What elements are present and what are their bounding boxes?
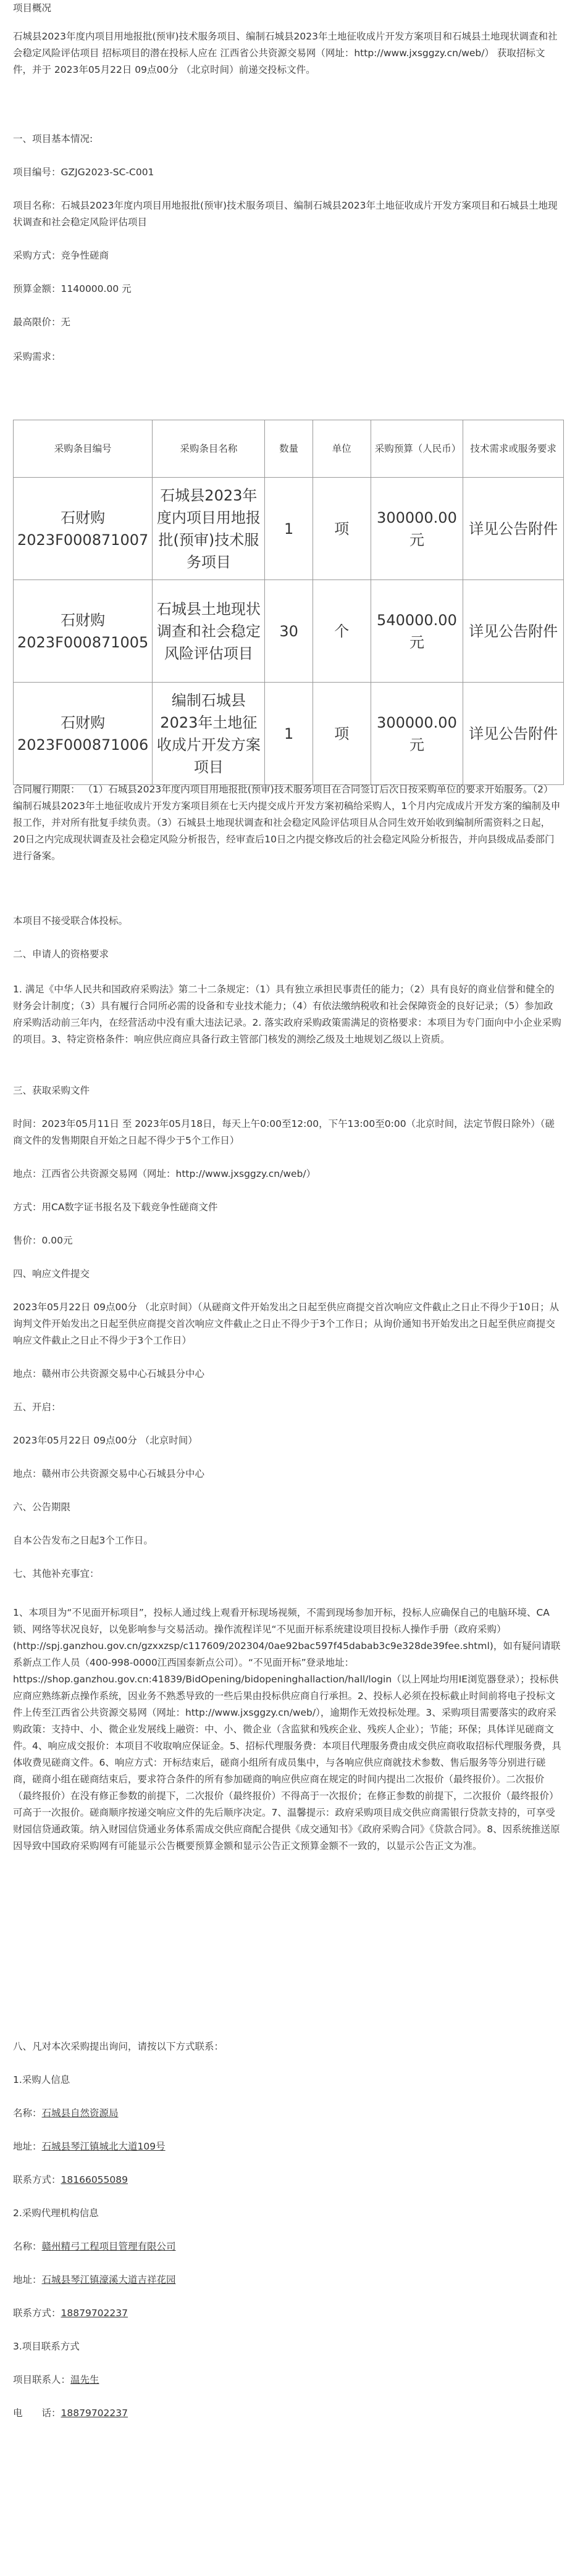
agent-phone-line xyxy=(13,2305,562,2322)
cell-unit: 项 xyxy=(313,478,371,580)
agent-address-line xyxy=(13,2272,562,2288)
contact-phone-label: 电 话： xyxy=(13,2408,61,2419)
announcement-period: 自本公告发布之日起3个工作日。 xyxy=(13,1535,153,1546)
contract-period: 合同履行期限： （1）石城县2023年度内项目用地报批(预审)技术服务项目在合同签订后次日按采购单位的要求开始服务。（2）编制石城县2023年土地征收成片开发方案项目须在七天内提交成片开发方案初稿给采购人，1个月内完成成片开发方案的编制及申报工作，并对所有批复手续负责。（3）石城县土地现状调查和社会稳定风险评估项目从合同生效开始收到编制所需资料之日起，20日之内完成现状调查及社会稳定风险分析报告，经审查后10日之内提交修改后的社会稳定风险分析报告，并向县级成品委部门进行备案。 xyxy=(13,784,561,862)
opening-place: 地点：赣州市公共资源交易中心石城县分中心 xyxy=(13,1468,205,1479)
supplementary-notes: 1、本项目为“不见面开标项目”，投标人通过线上观看开标现场视频，不需到现场参加开标，投标人应确保自己的电脑环境、CA锁、网络等状况良好，以免影响参与交易活动。操作流程详见“不见面开标系统建设项目投标人操作手册（政府采购）(http://spj.ganzhou.gov.cn/gzxxzsp/c117609/202304/0ae92bac597f45dabab3c9e328de39fee.shtml)，如有疑问请联系新点工作人员（400-998-0000江西国泰新点公司）。“不见面开标”登录地址：https://shop.ganzhou.gov.cn:41839/BidOpening/bidopeninghallaction/hall/login（以上网址均用IE浏览器登录）；投标供应商应熟练新点操作系统，因业务不熟悉导致的一些后果由投标供应商自行承担。2、投标人必须在投标截止时间前将电子投标文件上传至江西省公共资源交易网（网址：http://www.jxsggzy.cn/web/），逾期作无效投标处理。3、采购项目需要落实的政府采购政策：支持中、小、微企业发展线上融资：中、小、微企业（含监狱和残疾企业、残疾人企业）；节能；环保；具体详见磋商文件。4、响应成交报价：本项目不收取响应保证金。5、招标代理服务费：本项目代理服务费由成交供应商收取招标代理服务费，具体收费见磋商文件。6、响应方式：开标结束后，磋商小组所有成员集中，与各响应供应商就技术参数、售后服务等分别进行磋商，磋商小组在磋商结束后，要求符合条件的所有参加磋商的响应供应商在规定的时间内提出二次报价（最终报价）。二次报价（最终报价）在没有修正参数的前提下，二次报价（最终报价）不得高于一次报价；在修正参数的前提下，二次报价（最终报价）可高于一次报价。磋商顺序按递交响应文件的先后顺序决定。7、温馨提示：政府采购项目成交供应商需银行贷款支持的，可享受财园信贷通政策。纳入财园信贷通业务体系需成交供应商配合提供《成交通知书》《政府采购合同》《贷款合同》。8、因系统推送原因导致中国政府采购网有可能显示公告概要预算金额和显示公告正文预算金额不一致的，以显示公告正文为准。 xyxy=(13,1607,561,1851)
buyer-phone-line xyxy=(13,2172,562,2188)
section2-body: 1. 满足《中华人民共和国政府采购法》第二十二条规定：（1）具有独立承担民事责任的能力；（2）具有良好的商业信誉和健全的财务会计制度；（3）具有履行合同所必需的设备和专业技术能力；（4）有依法缴纳税收和社会保障资金的良好记录；（5）参加政府采购活动前三年内，在经营活动中没有重大违法记录。2. 落实政府采购政策需满足的资格要求：本项目为专门面向中小企业采购的项目。3、特定资格条件：响应供应商应具备行政主管部门核发的测绘乙级及土地规划乙级以上资质。 xyxy=(13,984,561,1045)
table-row xyxy=(14,683,564,785)
acquire-way: 方式：用CA数字证书报名及下载竞争性磋商文件 xyxy=(13,1202,218,1213)
opening-time: 2023年05月22日 09点00分 （北京时间） xyxy=(13,1435,198,1446)
cell-code: 石财购2023F000871007 xyxy=(14,478,153,580)
section6-heading: 六、公告期限 xyxy=(13,1502,71,1513)
requirements-title: 采购需求： xyxy=(13,351,61,362)
buyer-address-line xyxy=(13,2138,562,2155)
cell-requirement: 详见公告附件 xyxy=(463,478,564,580)
table-row xyxy=(14,580,564,683)
acquire-time: 时间：2023年05月11日 至 2023年05月18日，每天上午0:00至12:00，下午13:00至0:00（北京时间，法定节假日除外）（磋商文件的发售期限自开始之日起不得少于5个工作日） xyxy=(13,1118,555,1146)
cell-qty: 1 xyxy=(265,683,313,785)
section1-heading: 一、项目基本情况: xyxy=(13,133,93,144)
contact-person-line xyxy=(13,2372,562,2388)
table-header-row xyxy=(14,420,564,478)
max-price: 最高限价：无 xyxy=(13,317,71,328)
agent-phone: 18879702237 xyxy=(61,2308,128,2319)
buyer-name-label: 名称： xyxy=(13,2108,42,2119)
no-consortium: 本项目不接受联合体投标。 xyxy=(13,915,128,926)
overview-body: 石城县2023年度内项目用地报批(预审)技术服务项目、编制石城县2023年土地征收成片开发方案项目和石城县土地现状调查和社会稳定风险评估项目 招标项目的潜在投标人应在 江西省公共资源交易网（网址：http://www.jxsggzy.cn/web/） 获取招标文件，并于 2023年05月22日 09点00分 （北京时间）前递交投标文件。 xyxy=(13,31,558,75)
cell-unit: 项 xyxy=(313,683,371,785)
buyer-name-line xyxy=(13,2105,562,2122)
requirements-table xyxy=(13,420,564,785)
buyer-address: 石城县琴江镇城北大道109号 xyxy=(41,2141,166,2152)
contact-phone: 18879702237 xyxy=(61,2408,128,2419)
buyer-address-label: 地址： xyxy=(13,2141,42,2152)
cell-requirement: 详见公告附件 xyxy=(463,580,564,683)
agent-heading: 2.采购代理机构信息 xyxy=(13,2208,99,2219)
col-header-budget: 采购预算（人民币） xyxy=(371,420,463,478)
cell-name: 编制石城县2023年土地征收成片开发方案项目 xyxy=(153,683,265,785)
agent-address: 石城县琴江镇濠溪大道吉祥花园 xyxy=(41,2274,176,2285)
agent-name-label: 名称： xyxy=(13,2241,42,2252)
table-row xyxy=(14,478,564,580)
col-header-requirement: 技术需求或服务要求 xyxy=(463,420,564,478)
contact-person-label: 项目联系人： xyxy=(13,2374,71,2385)
cell-unit: 个 xyxy=(313,580,371,683)
buyer-name: 石城县自然资源局 xyxy=(41,2108,119,2119)
cell-requirement: 详见公告附件 xyxy=(463,683,564,785)
agent-address-label: 地址： xyxy=(13,2274,42,2285)
acquire-place: 地点：江西省公共资源交易网（网址：http://www.jxsggzy.cn/web/） xyxy=(13,1168,316,1179)
cell-budget: 300000.00元 xyxy=(371,478,463,580)
col-header-qty: 数量 xyxy=(265,420,313,478)
col-header-code: 采购条目编号 xyxy=(14,420,153,478)
section3-heading: 三、获取采购文件 xyxy=(13,1085,90,1096)
section4-heading: 四、响应文件提交 xyxy=(13,1268,90,1279)
project-name: 项目名称：石城县2023年度内项目用地报批(预审)技术服务项目、编制石城县2023年土地征收成片开发方案项目和石城县土地现状调查和社会稳定风险评估项目 xyxy=(13,200,558,228)
col-header-name: 采购条目名称 xyxy=(153,420,265,478)
section8-heading: 八、凡对本次采购提出询问，请按以下方式联系： xyxy=(13,2041,224,2052)
document-price: 售价：0.00元 xyxy=(13,1235,73,1246)
buyer-phone: 18166055089 xyxy=(61,2174,128,2185)
cell-qty: 30 xyxy=(265,580,313,683)
overview-heading: 项目概况 xyxy=(13,2,52,14)
contact-phone-line xyxy=(13,2405,562,2422)
cell-budget: 540000.00元 xyxy=(371,580,463,683)
cell-name: 石城县土地现状调查和社会稳定风险评估项目 xyxy=(153,580,265,683)
buyer-phone-label: 联系方式： xyxy=(13,2174,61,2185)
procurement-method: 采购方式：竞争性磋商 xyxy=(13,250,109,261)
agent-name: 赣州精弓工程项目管理有限公司 xyxy=(41,2241,176,2252)
cell-budget: 300000.00元 xyxy=(371,683,463,785)
budget-amount: 预算金额：1140000.00 元 xyxy=(13,283,132,294)
col-header-unit: 单位 xyxy=(313,420,371,478)
project-number: 项目编号：GZJG2023-SC-C001 xyxy=(13,167,154,178)
submission-time: 2023年05月22日 09点00分 （北京时间）（从磋商文件开始发出之日起至供应商提交首次响应文件截止之日止不得少于10日；从询判文件开始发出之日起至供应商提交首次响应文件截止之日止不得少于3个工作日；从询价通知书开始发出之日起至供应商提交响应文件截止之日止不得少于3个工作日） xyxy=(13,1302,560,1346)
cell-code: 石财购2023F000871006 xyxy=(14,683,153,785)
section7-heading: 七、其他补充事宜： xyxy=(13,1568,99,1579)
buyer-heading: 1.采购人信息 xyxy=(13,2074,70,2085)
cell-code: 石财购2023F000871005 xyxy=(14,580,153,683)
agent-phone-label: 联系方式： xyxy=(13,2308,61,2319)
cell-qty: 1 xyxy=(265,478,313,580)
section2-heading: 二、申请人的资格要求 xyxy=(13,949,109,960)
contact-person: 温先生 xyxy=(70,2374,99,2385)
submission-place: 地点：赣州市公共资源交易中心石城县分中心 xyxy=(13,1368,205,1379)
agent-name-line xyxy=(13,2238,562,2255)
section5-heading: 五、开启： xyxy=(13,1402,61,1413)
contact-heading: 3.项目联系方式 xyxy=(13,2341,80,2352)
cell-name: 石城县2023年度内项目用地报批(预审)技术服务项目 xyxy=(153,478,265,580)
